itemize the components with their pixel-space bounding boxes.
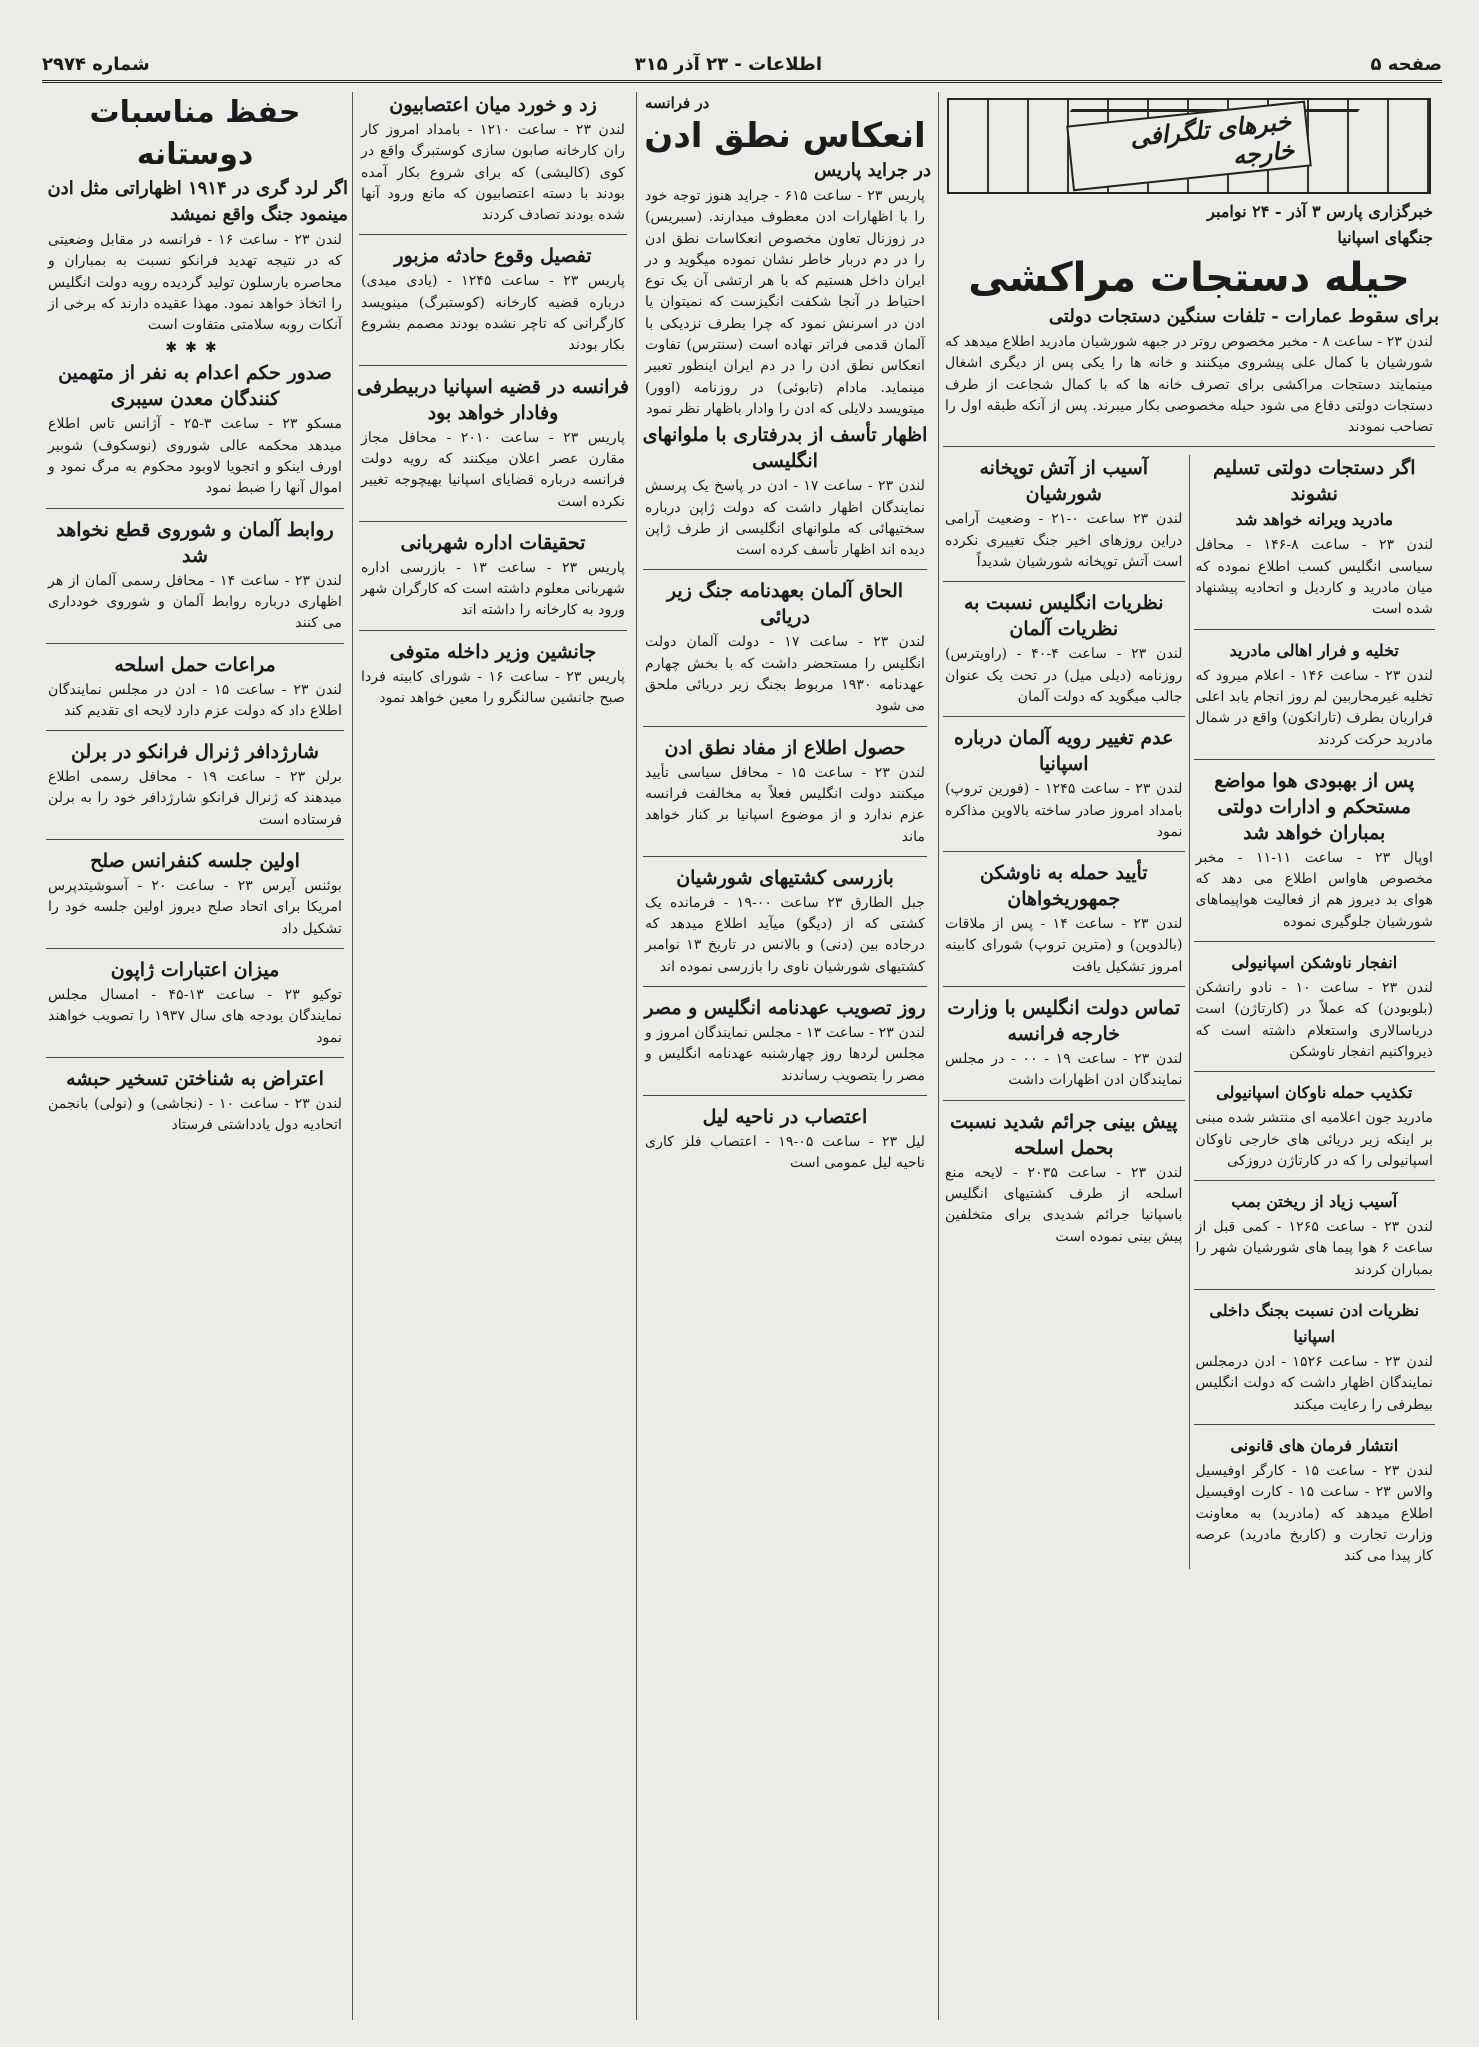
right-a-article-body: لندن ۲۳ - ساعت ۱۴۶ - اعلام میرود که تخلیه غیرمحاربین لم روز انجام یابد اعلی فراریان بطرف (تارانکون) واقع در شمال مادرید حرکت کردند (1195, 667, 1433, 748)
right-a-article (1190, 759, 1440, 933)
section-label: جنگهای اسپانیا (1337, 228, 1433, 247)
center1-article (639, 1095, 931, 1175)
center1-article-body: لیل ۲۳ - ساعت ۰۵-۱۹ - اعتصاب فلز کاری ناحیه لیل عمومی است (645, 1133, 926, 1172)
center2-article-body: پاریس ۲۳ - ساعت ۱۲۴۵ - (یادی میدی) درباره قضیه کارخانه (کوستبرگ) مینویسد کارگرانی که تاچر نشده بودند مصمم بشروع بکار بودند (361, 273, 625, 354)
right-a-article-headline: پس از بهبودی هوا مواضع مستحکم و ادارات دولتی بمباران خواهد شد (1214, 769, 1415, 844)
right-a-article-subhead: انتشار فرمان های قانونی (1230, 1435, 1399, 1455)
page-label: صفحه ۵ (1370, 54, 1442, 75)
center-column-2 (355, 92, 631, 2020)
center2-article-headline: فرانسه در قضیه اسپانیا دربیطرفی وفادار خواهد بود (356, 375, 630, 424)
center2-article-headline: تحقیقات اداره شهربانی (400, 531, 586, 554)
center1-article-headline: اظهار تأسف از بدرفتاری با ملوانهای انگلیسی (642, 424, 928, 473)
center1-article-body: لندن ۲۳ - ساعت ۱۷ - دولت آلمان دولت انگلیس را مستحضر داشت که با بخش چهارم عهدنامه ۱۹۳۰ مربوط بجنگ زیر دریائی ملحق می شود (645, 634, 926, 715)
center2-article-body: پاریس ۲۳ - ساعت ۲۰۱۰ - محافل مجاز مقارن عصر اعلان میکنند که رویه دولت فرانسه درباره قضایای اسپانیا بهیچوجه تغییر نکرده است (361, 429, 625, 510)
right-a-article-body: لندن ۲۳ - ساعت ۱۰ - نادو رانشکن (بلوبودن) که عملاً در (کارتاژن) است دریاسالاری واستعلام داشته است که ذیرواکنیم انفجار ناوشکن (1195, 980, 1433, 1060)
right-a-article (1190, 1071, 1440, 1172)
left-article (42, 643, 348, 723)
right-b-article-headline: آسیب از آتش توپخانه شورشیان (979, 457, 1149, 506)
main-article-body: لندن ۲۳ - ساعت ۸ - مخبر مخصوص روتر در جبهه شورشیان مادرید اطلاع میدهد که شورشیان با کمال علی پیشروی میکنند و خانه ها را یکی پس از دیگری اشغال مینمایند دستجات مراکشی برای تصرف خانه ها که با کمال شجاعت از طرف دستجات دولتی دفاع می شود حیله مخصوصی بکار میبرند. پس از آنکه طبقه اول را تصاحب نمودند (945, 334, 1433, 436)
center2-article-headline: تفصیل وقوع حادثه مزبور (394, 245, 592, 268)
left-article (42, 948, 348, 1049)
center2-article (355, 92, 631, 226)
right-b-article-body: لندن ۲۳ - ساعت ۱۲۴۵ - (فورین تروپ) بامداد امروز صادر ساخته بالاوین مذاکره نمود (945, 781, 1183, 840)
right-a-article-subhead: تخلیه و فرار اهالی مادرید (1229, 640, 1399, 660)
right-b-article-headline: عدم تغییر رویه آلمان درباره اسپانیا (954, 727, 1174, 776)
right-a-article-subhead: نظریات ادن نسبت بجنگ داخلی اسپانیا (1209, 1301, 1420, 1347)
center2-article-body: پاریس ۲۳ - ساعت ۱۶ - شورای کابینه فردا صبح جانشین سالنگرو را معین خواهد نمود (361, 668, 625, 707)
center1-article-headline: حصول اطلاع از مفاد نطق ادن (664, 736, 906, 759)
right-a-article (1190, 1289, 1440, 1416)
right-a-article-subhead: مادرید ویرانه خواهد شد (1235, 510, 1394, 530)
center-column-1 (639, 92, 931, 2020)
right-subcolumn-b (939, 455, 1189, 1569)
center1-article (639, 422, 931, 561)
right-b-article-body: لندن ۲۳ ساعت ۰-۲۱ - وضعیت آرامی دراین روزهای اخیر جنگ تغییری نکرده است آتش توپخانه شورشیان شدیداً (945, 511, 1183, 571)
right-b-article-headline: نظریات انگلیس نسبت به نظریات آلمان (963, 592, 1164, 641)
right-b-article-body: لندن ۲۳ - ساعت ۱۹ - ۰۰ - در مجلس نمایندگان ادن اظهارات داشت (945, 1051, 1183, 1089)
left-article-headline: روابط آلمان و شوروی قطع نخواهد شد (56, 518, 334, 567)
center-headline: انعکاس نطق ادن (644, 116, 926, 156)
left-article (42, 360, 348, 499)
center2-article-body: پاریس ۲۳ - ساعت ۱۳ - بازرسی اداره شهربانی معلوم داشته است که کارگران شهر ورود به کارخانه را داشته اند (361, 559, 626, 619)
center1-article (639, 726, 931, 848)
left-article (42, 1057, 348, 1137)
left-headline: حفظ مناسبات دوستانه (89, 95, 301, 172)
center2-article (355, 521, 631, 622)
center1-article (639, 986, 931, 1087)
center1-article-body: جبل الطارق ۲۳ ساعت ۰۰-۱۹ - فرمانده یک کشتی که از (دیگو) میآید اطلاع میدهد که درجاده بین (دنی) و بالانس در تاریخ ۱۳ نوامبر کشتیهای شورشیان ناوی را بازرسی نموده اند (645, 894, 925, 975)
right-a-article (1190, 1180, 1440, 1281)
left-article-headline: میزان اعتبارات ژاپون (110, 958, 280, 981)
right-b-article-body: لندن ۲۳ - ساعت ۱۴ - پس از ملاقات (بالدوین) و (مترین تروپ) شورای کابینه امروز تشکیل یافت (945, 916, 1183, 975)
center-subhead: در جراید پاریس (814, 160, 931, 181)
right-a-article-body: لندن ۲۳ - ساعت ۱۵۲۶ - ادن درمجلس نمایندگان اظهار داشت که دولت انگلیس بیطرفی را رعایت میکند (1195, 1354, 1434, 1413)
left-article-headline: شارژدافر ژنرال فرانکو در برلن (71, 741, 319, 764)
issue-number: شماره ۲۹۷۴ (42, 54, 150, 75)
right-a-article-body: لندن ۲۳ - ساعت ۱۲۶۵ - کمی قبل از ساعت ۶ هوا پیما های شورشیان شهر را بمباران کردند (1195, 1219, 1433, 1278)
right-a-article (1190, 941, 1440, 1063)
kicker: در فرانسه (645, 94, 710, 112)
right-a-article-body: مادرید جون اعلامیه ای منتشر شده مبنی بر اینکه زیر دریائی های خارجی ناوکان اسپانیولی را که در کارتاژن دروزکی (1195, 1110, 1433, 1169)
center2-article (355, 234, 631, 356)
center1-article (639, 856, 931, 978)
right-b-article-body: لندن ۲۳ - ساعت ۲۰۳۵ - لایحه منع اسلحه از طرف کشتیهای انگلیس باسپانیا جرائم شدیدی برای متخلفین پیش بینی نموده است (945, 1164, 1183, 1245)
center1-article-headline: الحاق آلمان بعهدنامه جنگ زیر دریائی (666, 580, 904, 629)
right-b-article (939, 986, 1189, 1092)
agency-dateline: خبرگزاری پارس ۳ آذر - ۲۴ نوامبر (1207, 202, 1433, 221)
left-column: حفظ مناسبات دوستانه اگر لرد گری در ۱۹۱۴ اظهاراتی مثل ادن مینمود جنگ واقع نمیشد لندن ۲۳ - ساعت ۱۶ - فرانسه در مقابل وضعیتی که در نتیجه تهدید فرانکو نسبت به بمباران و محاصره بارسلون تولید گردیده رویه دولت انگلیس را اتخاذ خواهد نمود. مهذا عقیده دارند که برخی از آنکات روبه سلامتی متفاوت است ✱✱✱ صدور حکم اعدام به نفر از متهمین کنندگان معدن سیبری مسکو ۲۳ - ساعت ۳-۲۵ - آژانس تاس اطلاع میدهد محکمه عالی شوروی (نوسکوف) شوبیر اورف اینکو و اتجویا لاوبود محکوم به مرگ نمود و اموال آنها را ضبط نمود روابط آلمان و شوروی قطع نخواهد شد لندن ۲۳ - ساعت ۱۴ - محافل رسمی آلمان از هر اظهاری درباره روابط آلمان و شوروی خودداری می کنند مراعات حمل اسلحه لندن ۲۳ - ساعت ۱۵ - ادن در مجلس نمایندگان اطلاع داد که دولت عزم دارد لایحه ای تقدیم کند شارژدافر ژنرال فرانکو در برلن برلن ۲۳ - ساعت ۱۹ - محافل رسمی اطلاع میدهند که ژنرال فرانکو شارژدافر خود را به برلن فرستاده است اولین جلسه کنفرانس صلح بوئنس آیرس ۲۳ - ساعت ۲۰ - آسوشیتدپرس امریکا برای اتحاد صلح دیروز اولین جلسه خود را تشکیل داد میزان اعتبارات ژاپون توکیو ۲۳ - ساعت ۱۳-۴۵ - امسال مجلس نمایندگان بودجه های سال ۱۹۳۷ را تصویب خواهند نمود اعتراض به شناختن تسخیر حبشه لندن ۲۳ - ساعت ۱۰ - (نجاشی) و (نولی) بانجمن اتحادیه دول یادداشتی فرستاد (42, 92, 348, 2020)
right-b-article (939, 1100, 1189, 1248)
center2-article (355, 630, 631, 710)
left-article-body: لندن ۲۳ - ساعت ۱۴ - محافل رسمی آلمان از هر اظهاری درباره روابط آلمان و شوروی خودداری می کنند (48, 572, 342, 632)
right-b-article (939, 581, 1189, 708)
right-a-article-subhead: تکذیب حمله ناوکان اسپانیولی (1216, 1083, 1413, 1103)
right-column (939, 92, 1439, 2020)
right-a-article-body: لندن ۲۳ - ساعت ۸-۱۴۶ - محافل سیاسی انگلیس کسب اطلاع نموده که میان مادرید و کاردیل و اتحادیه پیشنهاد شده است (1195, 537, 1434, 618)
center1-article-headline: اعتصاب در ناحیه لیل (702, 1105, 868, 1128)
masthead (42, 52, 1442, 83)
right-b-article (939, 455, 1189, 573)
foreign-news-logo: خبرهای تلگرافی خارجه (947, 98, 1431, 194)
right-a-article (1190, 455, 1440, 620)
left-article-body: لندن ۲۳ - ساعت ۱۵ - ادن در مجلس نمایندگان اطلاع داد که دولت عزم دارد لایحه ای تقدیم کند (48, 681, 342, 719)
left-article-headline: اعتراض به شناختن تسخیر حبشه (66, 1067, 324, 1090)
center1-article-headline: بازرسی کشتیهای شورشیان (676, 866, 894, 889)
center-article-body: پاریس ۲۳ - ساعت ۶۱۵ - جراید هنوز توجه خود را با اظهارات ادن معطوف میدارند. (سبریس) در زوزنال تعاون مخصوص انعکاسات نطق ادن را در دم دربار خاطر نشان نموده میگوید و در ایران داخل هستیم که با هر ارتشی آن یک نوع احتیاط در آنجا شکفت انگیزست که نمیتوان یا ادن در اسرنش نمود که چرا بطرف نزدیکی با آلمان قدمی فراتر نهاده است (سنترس) تفاوت انعکاس نطق ادن را در دم ایران اینطور تعبیر مینماید. مادام (تابوئی) در روزنامه (اوور) میتویسد دلایلی که ادن را وادار باظهار نظر نمود (645, 188, 926, 417)
right-a-article-body: لندن ۲۳ - ساعت ۱۵ - کارگر اوفیسیل والاس ۲۳ - ساعت ۱۵ - کارت اوفیسیل اطلاع میدهد که (مادرید) به معاونت وزارت تجارت و (کاربخ مادرید) عرصه کار پیدا می کند (1195, 1462, 1433, 1565)
left-article-headline: اولین جلسه کنفرانس صلح (90, 850, 300, 873)
right-b-article (939, 716, 1189, 843)
right-b-article (939, 851, 1189, 978)
left-article-body: برلن ۲۳ - ساعت ۱۹ - محافل رسمی اطلاع میدهند که ژنرال فرانکو شارژدافر خود را به برلن فرستاده است (48, 769, 342, 828)
right-subcolumn-a (1189, 455, 1440, 1569)
left-article-body: لندن ۲۳ - ساعت ۱۶ - فرانسه در مقابل وضعیتی که در نتیجه تهدید فرانکو نسبت به بمباران و محاصره بارسلون تولید گردیده رویه دولت انگلیس را اتخاذ خواهد نمود. مهذا عقیده دارند که برخی از آنکات روبه سلامتی متفاوت است (48, 232, 342, 334)
left-subhead: اگر لرد گری در ۱۹۱۴ اظهاراتی مثل ادن مینمود جنگ واقع نمیشد (47, 178, 348, 225)
right-b-article-headline: تأیید حمله به ناوشکن جمهوریخواهان (979, 862, 1148, 911)
right-b-article-headline: پیش بینی جرائم شدید نسبت بحمل اسلحه (949, 1110, 1178, 1159)
main-headline: حیله دستجات مراکشی (968, 255, 1410, 301)
left-article-body: بوئنس آیرس ۲۳ - ساعت ۲۰ - آسوشیتدپرس امریکا برای اتحاد صلح دیروز اولین جلسه خود را تشکیل داد (48, 878, 343, 937)
right-a-article-body: اوپال ۲۳ - ساعت ۱۱-۱۱ - مخبر مخصوص هاواس اطلاع می دهد که هوای بد دیروز هم از فعالیت هواپیماهای شورشیان جلوگیری نموده (1195, 849, 1433, 930)
left-article-body: توکیو ۲۳ - ساعت ۱۳-۴۵ - امسال مجلس نمایندگان بودجه های سال ۱۹۳۷ را تصویب خواهند نمود (48, 986, 342, 1046)
right-a-article-subhead: انفجار ناوشکن اسپانیولی (1231, 953, 1398, 973)
main-subhead: برای سقوط عمارات - تلفات سنگین دستجات دولتی (1048, 306, 1439, 327)
masthead-date: اطلاعات - ۲۳ آذر ۳۱۵ (634, 54, 822, 75)
center1-article-body: لندن ۲۳ - ساعت ۱۳ - مجلس نمایندگان امروز و مجلس لردها روز چهارشنبه عهدنامه انگلیس و مصر را بتصویب رساندند (645, 1025, 925, 1084)
right-a-article-subhead: آسیب زیاد از ریختن بمب (1231, 1192, 1398, 1212)
right-a-article-headline: اگر دستجات دولتی تسلیم نشوند (1212, 457, 1416, 506)
left-article-headline: مراعات حمل اسلحه (114, 653, 276, 676)
left-article (42, 839, 348, 940)
left-article-body: مسکو ۲۳ - ساعت ۳-۲۵ - آژانس تاس اطلاع میدهد محکمه عالی شوروی (نوسکوف) شوبیر اورف اینکو و اتجویا لاوبود محکوم به مرگ نمود و اموال آنها را ضبط نمود (48, 416, 342, 497)
center1-article-body: لندن ۲۳ - ساعت ۱۵ - محافل سیاسی تأیید میکنند دولت انگلیس فعلاً به مخالفت فرانسه عزم ندارد و از موضوع اسپانیا بر کنار خواهد ماند (645, 764, 926, 845)
center2-article-headline: زد و خورد میان اعتصابیون (389, 94, 597, 116)
left-article (42, 508, 348, 635)
center1-article-body: لندن ۲۳ - ساعت ۱۷ - ادن در پاسخ یک پرسش نمایندگان اظهار داشت که دولت ژاپن درباره سختیهائی که ملوانهای انگلیسی از طرف ژاپن دیده اند اظهار تأسف کرده است (645, 478, 925, 559)
center1-article-headline: روز تصویب عهدنامه انگلیس و مصر (644, 997, 926, 1020)
center1-article (639, 569, 931, 717)
right-b-article-body: لندن ۲۳ - ساعت ۴-۴۰ - (راویترس) روزنامه (دیلی میل) در تحت یک عنوان جالب میگوید که دولت آلمان (945, 646, 1183, 705)
center2-article (355, 365, 631, 513)
left-article-body: لندن ۲۳ - ساعت ۱۰ - (نجاشی) و (نولی) بانجمن اتحادیه دول یادداشتی فرستاد (48, 1095, 342, 1134)
center2-article-body: لندن ۲۳ - ساعت ۱۲۱۰ - بامداد امروز کار ران کارخانه صابون سازی کوستبرگ واقع در کوی (کالیشی) که برای شروع بکار آمده بودند با دسته اعتصابیون که مانع ورود آنها شده بودند تصادف کردند (361, 122, 625, 224)
right-a-article (1190, 1424, 1440, 1567)
center2-article-headline: جانشین وزیر داخله متوفی (389, 640, 597, 663)
left-article-headline: صدور حکم اعدام به نفر از متهمین کنندگان معدن سیبری (58, 362, 332, 411)
right-a-article (1190, 629, 1440, 751)
left-article (42, 730, 348, 831)
right-b-article-headline: تماس دولت انگلیس با وزارت خارجه فرانسه (947, 997, 1181, 1046)
